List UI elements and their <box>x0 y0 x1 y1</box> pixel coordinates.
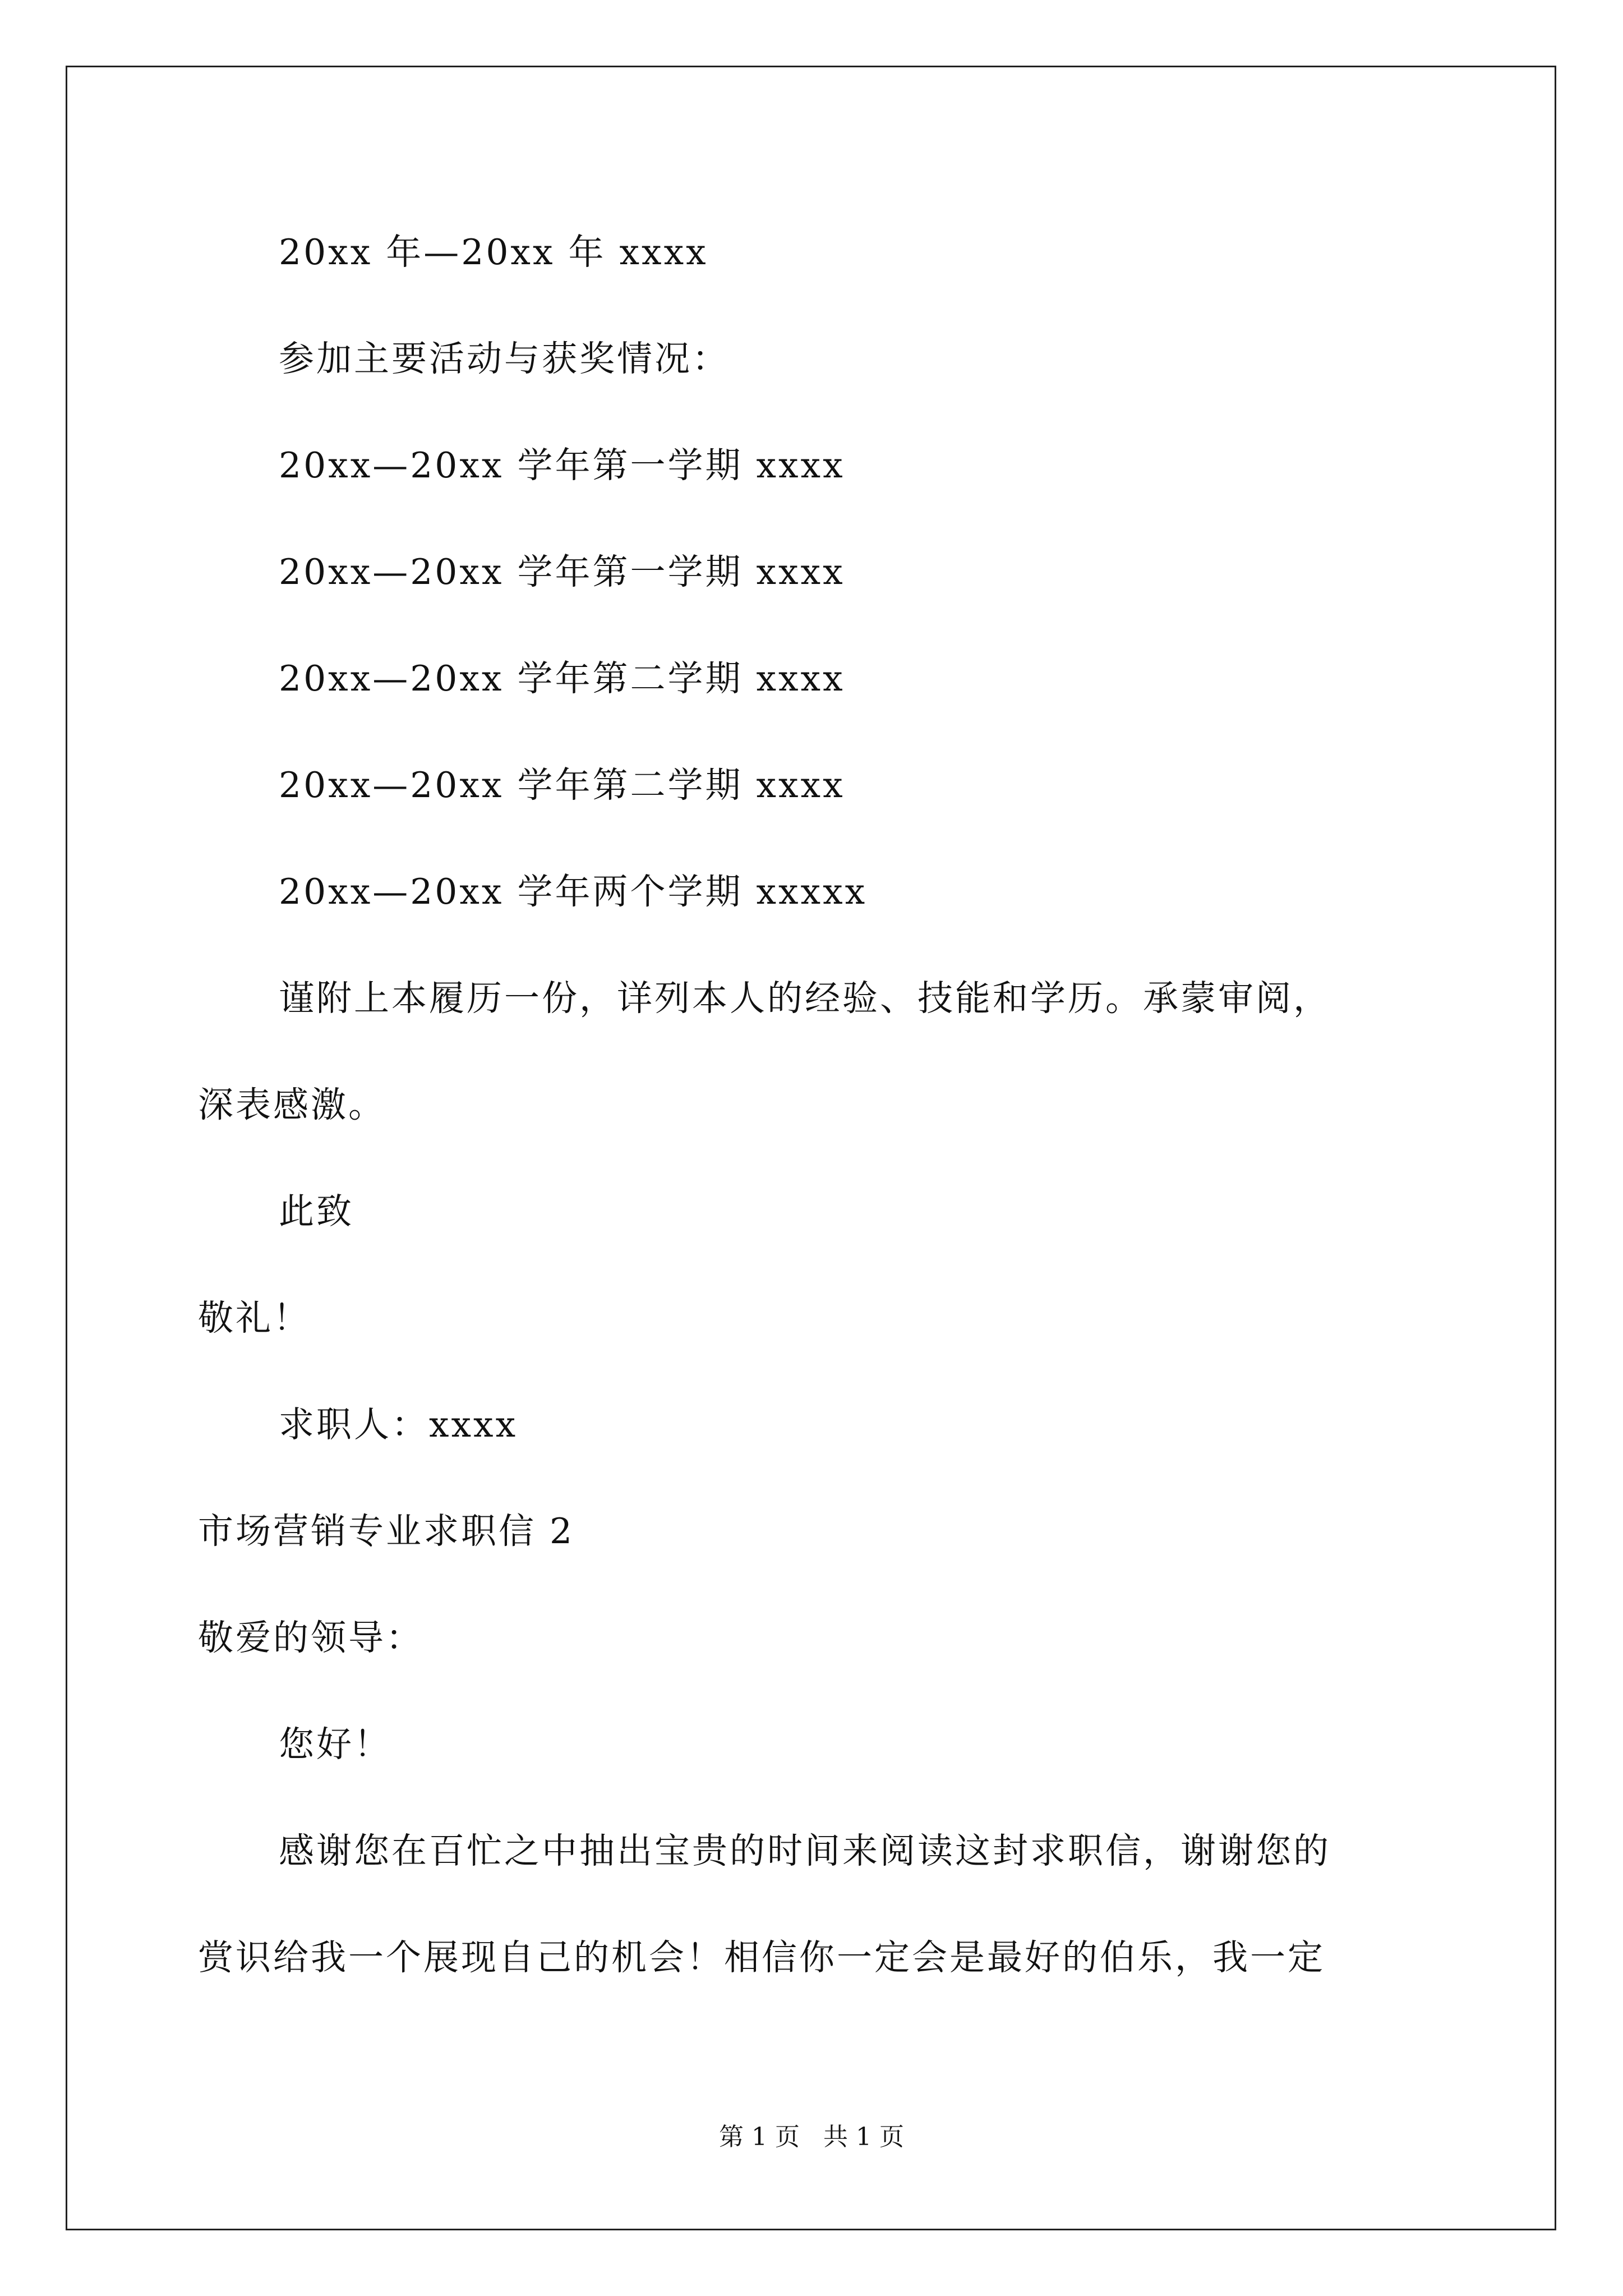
signature-line: 求职人：xxxx <box>279 1404 518 1445</box>
closing-salutation: 此致 <box>279 1191 354 1232</box>
closing-regards: 敬礼！ <box>198 1297 311 1338</box>
section-heading: 市场营销专业求职信 2 <box>198 1511 575 1552</box>
text-line: 感谢您在百忙之中抽出宝贵的时间来阅读这封求职信，谢谢您的 <box>279 1830 1331 1871</box>
text-line: 赏识给我一个展现自己的机会！相信你一定会是最好的伯乐，我一定 <box>198 1937 1325 1978</box>
page-number-footer: 第 1 页 共 1 页 <box>719 2123 904 2151</box>
text-line: 20xx 年—20xx 年 xxxx <box>279 232 708 273</box>
text-line: 20xx—20xx 学年第一学期 xxxx <box>279 551 845 592</box>
text-line: 20xx—20xx 学年第二学期 xxxx <box>279 658 845 699</box>
greeting-hello: 您好！ <box>279 1724 391 1765</box>
text-line: 谨附上本履历一份，详列本人的经验、技能和学历。承蒙审阅， <box>279 978 1331 1019</box>
text-line: 20xx—20xx 学年第二学期 xxxx <box>279 765 845 806</box>
page-border <box>66 66 1556 2230</box>
text-line: 深表感激。 <box>198 1084 386 1125</box>
text-line: 20xx—20xx 学年两个学期 xxxxx <box>279 871 868 912</box>
text-line: 20xx—20xx 学年第一学期 xxxx <box>279 445 845 486</box>
greeting: 敬爱的领导： <box>198 1617 423 1658</box>
text-line: 参加主要活动与获奖情况： <box>279 338 730 379</box>
